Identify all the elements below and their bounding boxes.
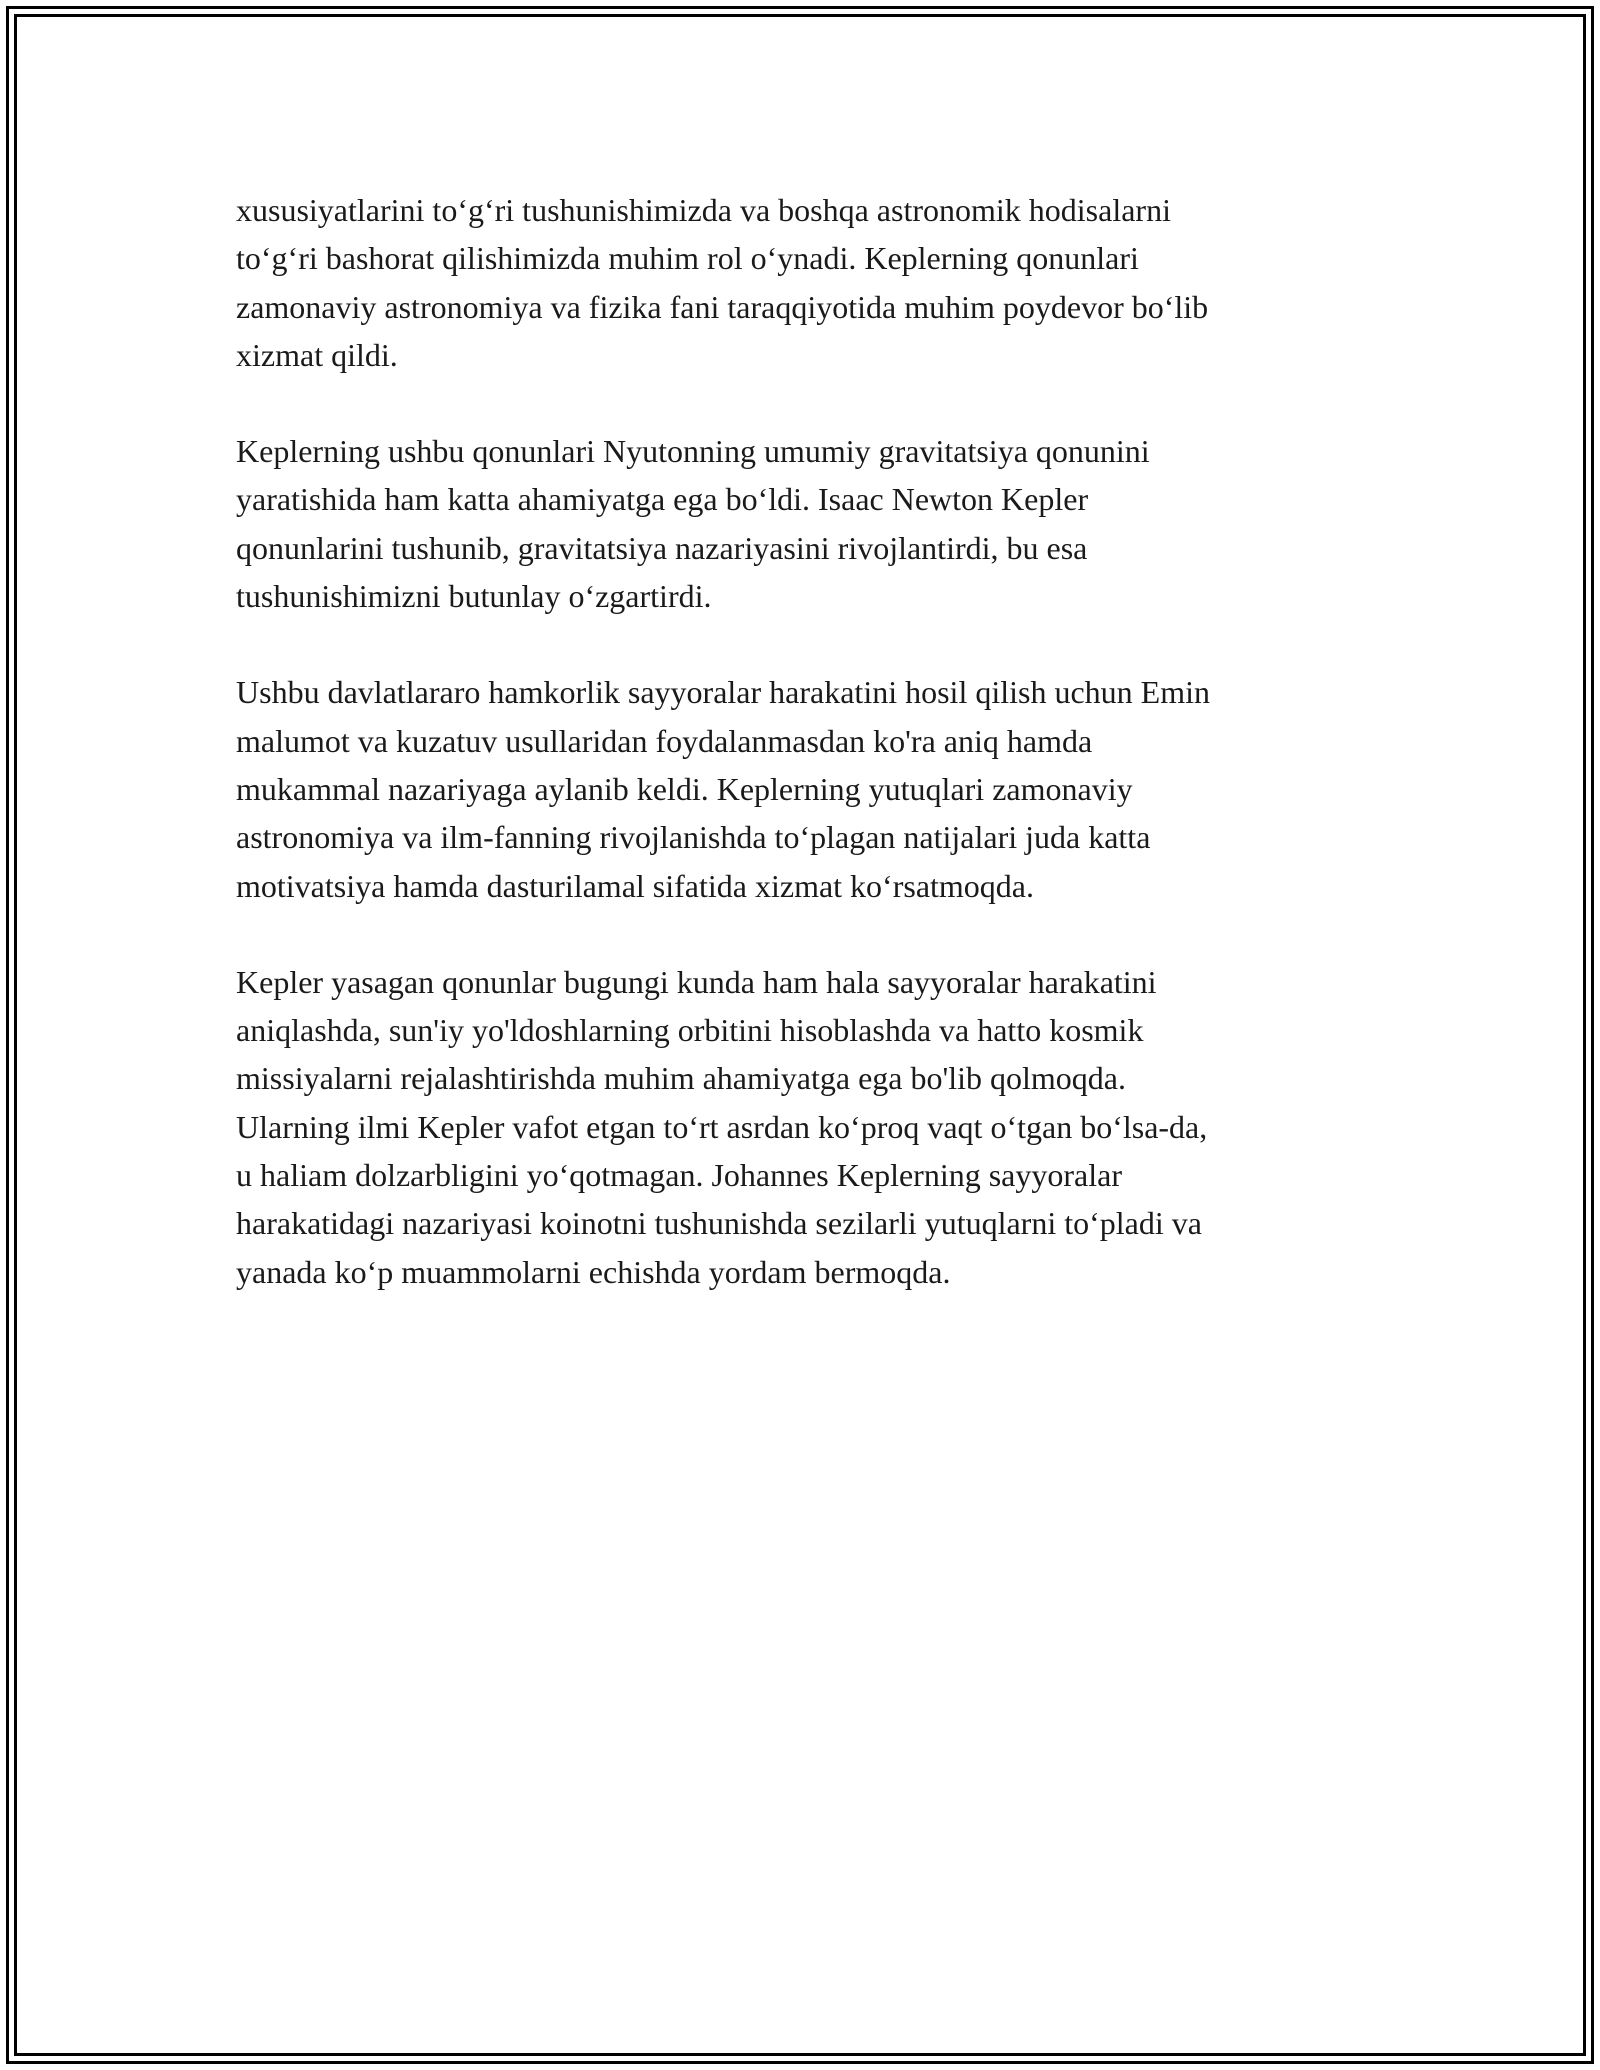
- text-line: motivatsiya hamda dasturilamal sifatida xizmat ko‘rsatmoqda.: [236, 867, 1034, 904]
- text-line: harakatidagi nazariyasi koinotni tushunishda sezilarli yutuqlarni to‘pladi va: [236, 1205, 1202, 1242]
- text-line: astronomiya va ilm-fanning rivojlanishda to‘plagan natijalari juda katta: [236, 819, 1151, 856]
- text-line: Kepler yasagan qonunlar bugungi kunda ham hala sayyoralar harakatini: [236, 963, 1157, 1000]
- paragraph-4: [236, 958, 1366, 1296]
- text-line: to‘g‘ri bashorat qilishimizda muhim rol o‘ynadi. Keplerning qonunlari: [236, 240, 1139, 277]
- document-body: [236, 186, 1366, 1344]
- text-line: xususiyatlarini to‘g‘ri tushunishimizda va boshqa astronomik hodisalarni: [236, 192, 1171, 228]
- text-line: u haliam dolzarbligini yo‘qotmagan. Johannes Keplerning sayyoralar: [236, 1157, 1122, 1194]
- text-line: qonunlarini tushunib, gravitatsiya nazariyasini rivojlantirdi, bu esa: [236, 529, 1088, 566]
- text-line: yaratishida ham katta ahamiyatga ega bo‘ldi. Isaac Newton Kepler: [236, 481, 1089, 518]
- text-line: xizmat qildi.: [236, 336, 398, 373]
- paragraph-1: [236, 186, 1366, 379]
- text-line: missiyalarni rejalashtirishda muhim ahamiyatga ega bo'lib qolmoqda.: [236, 1060, 1126, 1097]
- paragraph-2: [236, 427, 1366, 620]
- text-line: malumot va kuzatuv usullaridan foydalanmasdan ko'ra aniq hamda: [236, 722, 1093, 759]
- text-line: mukammal nazariyaga aylanib keldi. Keplerning yutuqlari zamonaviy: [236, 770, 1133, 807]
- text-line: zamonaviy astronomiya va fizika fani taraqqiyotida muhim poydevor bo‘lib: [236, 288, 1209, 325]
- text-line: tushunishimizni butunlay o‘zgartirdi.: [236, 578, 712, 615]
- text-line: Ularning ilmi Kepler vafot etgan to‘rt asrdan ko‘proq vaqt o‘tgan bo‘lsa-da,: [236, 1108, 1208, 1145]
- text-line: yanada ko‘p muammolarni echishda yordam bermoqda.: [236, 1253, 951, 1290]
- text-line: aniqlashda, sun'iy yo'ldoshlarning orbitini hisoblashda va hatto kosmik: [236, 1012, 1144, 1049]
- text-line: Keplerning ushbu qonunlari Nyutonning umumiy gravitatsiya qonunini: [236, 433, 1150, 470]
- text-line: Ushbu davlatlararo hamkorlik sayyoralar harakatini hosil qilish uchun Emin: [236, 674, 1210, 711]
- paragraph-3: [236, 668, 1366, 909]
